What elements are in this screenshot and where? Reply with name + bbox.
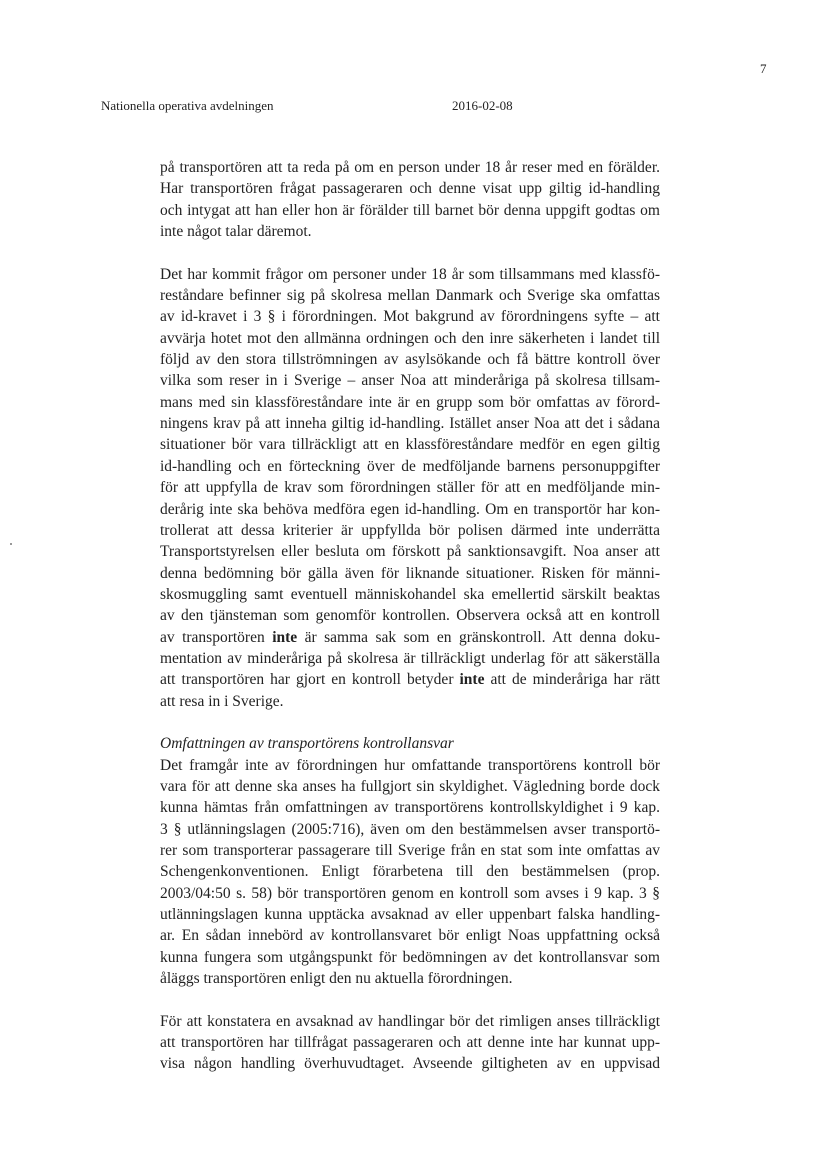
text-line: vara för att denne ska anses ha fullgjort sin skyldighet. Vägledning borde dock	[160, 777, 660, 795]
text-line: att transportören har tillfrågat passageraren och att denne inte har kunnat upp-	[160, 1034, 660, 1052]
text-line: visa någon handling överhuvudtaget. Avseende giltigheten av en uppvisad	[160, 1055, 660, 1073]
paragraph-4	[160, 1011, 660, 1075]
text-line: denna bedömning bör gälla även för liknande situationer. Risken för männi-	[160, 564, 660, 582]
emphasis-inte: inte	[272, 628, 298, 646]
text-line: ar. En sådan innebörd av kontrollansvaret bör enligt Noas uppfattning också	[160, 927, 660, 945]
section-heading: Omfattningen av transportörens kontrollansvar	[160, 735, 454, 753]
text-line: derårig inte ska behöva medföra egen id-handling. Om en transportör har kon-	[160, 500, 660, 518]
paragraph-2	[160, 264, 660, 712]
text-line: mans med sin klassföreståndare inte är en grupp som bör omfattas av förord-	[160, 393, 660, 411]
text-line: Det har kommit frågor om personer under 18 år som tillsammans med klassfö-	[160, 265, 660, 283]
paragraph-3	[160, 733, 660, 989]
text-line: 2003/04:50 s. 58) bör transportören genom en kontroll som avses i 9 kap. 3 §	[160, 884, 660, 902]
text-line: av id-kravet i 3 § i förordningen. Mot bakgrund av förordningens syfte – att	[160, 308, 660, 326]
text-line: på transportören att ta reda på om en person under 18 år reser med en förälder.	[160, 159, 660, 176]
text-segment: att transportören har gjort en kontroll betyder	[160, 671, 460, 689]
text-line: mentation av minderåriga på skolresa är tillräckligt underlag för att säkerställa	[160, 649, 660, 667]
text-line: Schengenkonventionen. Enligt förarbetena till den bestämmelsen (prop.	[160, 863, 660, 881]
text-line: vilka som reser in i Sverige – anser Noa att minderåriga på skolresa tillsam-	[160, 372, 660, 390]
text-line: följd av den stora tillströmningen av asylsökande och få bättre kontroll över	[160, 351, 660, 369]
emphasis-inte: inte	[459, 671, 485, 689]
text-line: skosmuggling samt eventuell människohandel ska emellertid särskilt beaktas	[160, 585, 660, 603]
text-line: Har transportören frågat passageraren och denne visat upp giltig id-handling	[160, 180, 660, 198]
text-line: utlänningslagen kunna upptäcka avsaknad av eller uppenbart falska handling-	[160, 906, 660, 924]
text-segment: är samma sak som en gränskontroll. Att denna doku-	[297, 628, 660, 646]
header-date: 2016-02-08	[452, 98, 513, 113]
text-line: åläggs transportören enligt den nu aktuella förordningen.	[160, 970, 513, 988]
text-line: för att uppfylla de krav som förordningen ställer för att en medföljande min-	[160, 479, 660, 497]
text-line: ningens krav på att inneha giltig id-handling. Istället anser Noa att det i sådana	[160, 415, 660, 433]
text-line: kunna hämtas från omfattningen av transportörens kontrollskyldighet i 9 kap.	[160, 799, 660, 817]
text-line: av den tjänsteman som genomför kontrollen. Observera också att en kontroll	[160, 607, 660, 625]
text-line	[160, 669, 660, 690]
text-line	[160, 627, 660, 648]
paragraph-spacer	[160, 712, 660, 733]
text-line: rer som transporterar passagerare till Sverige från en stat som inte omfattas av	[160, 842, 660, 859]
text-line: 3 § utlänningslagen (2005:716), även om den bestämmelsen avser transportö-	[160, 820, 660, 838]
text-line: och intygat att han eller hon är förälder till barnet bör denna uppgift godtas om	[160, 201, 660, 219]
text-line: För att konstatera en avsaknad av handlingar bör det rimligen anses tillräckligt	[160, 1012, 660, 1030]
page-number: 7	[760, 61, 767, 76]
text-line: Det framgår inte av förordningen hur omfattande transportörens kontroll bör	[160, 756, 660, 774]
text-line: reståndare befinner sig på skolresa mellan Danmark och Sverige ska omfattas	[160, 287, 660, 305]
text-segment: av transportören	[160, 628, 273, 646]
text-line: att resa in i Sverige.	[160, 692, 284, 710]
paragraph-1	[160, 157, 660, 242]
document-body	[160, 157, 660, 1075]
text-line: inte något talar däremot.	[160, 223, 312, 241]
paragraph-spacer	[160, 242, 660, 263]
text-line: id-handling och en förteckning över de medföljande barnens personuppgifter	[160, 457, 660, 475]
text-line: Transportstyrelsen eller besluta om förskott på sanktionsavgift. Noa anser att	[160, 543, 660, 561]
text-segment: att de minderåriga har rätt	[484, 671, 660, 689]
text-line: situationer bör vara tillräckligt att en klassföreståndare medför en egen giltig	[160, 436, 660, 454]
scan-mark	[10, 543, 12, 545]
paragraph-spacer	[160, 989, 660, 1010]
header-organization: Nationella operativa avdelningen	[101, 98, 274, 113]
text-line: kunna fungera som utgångspunkt för bedömningen av det kontrollansvar som	[160, 948, 660, 966]
text-line: avvärja hotet mot den allmänna ordningen och den inre säkerheten i landet till	[160, 329, 660, 347]
text-line: trollerat att dessa kriterier är uppfyllda bör polisen därmed inte underrätta	[160, 521, 660, 539]
